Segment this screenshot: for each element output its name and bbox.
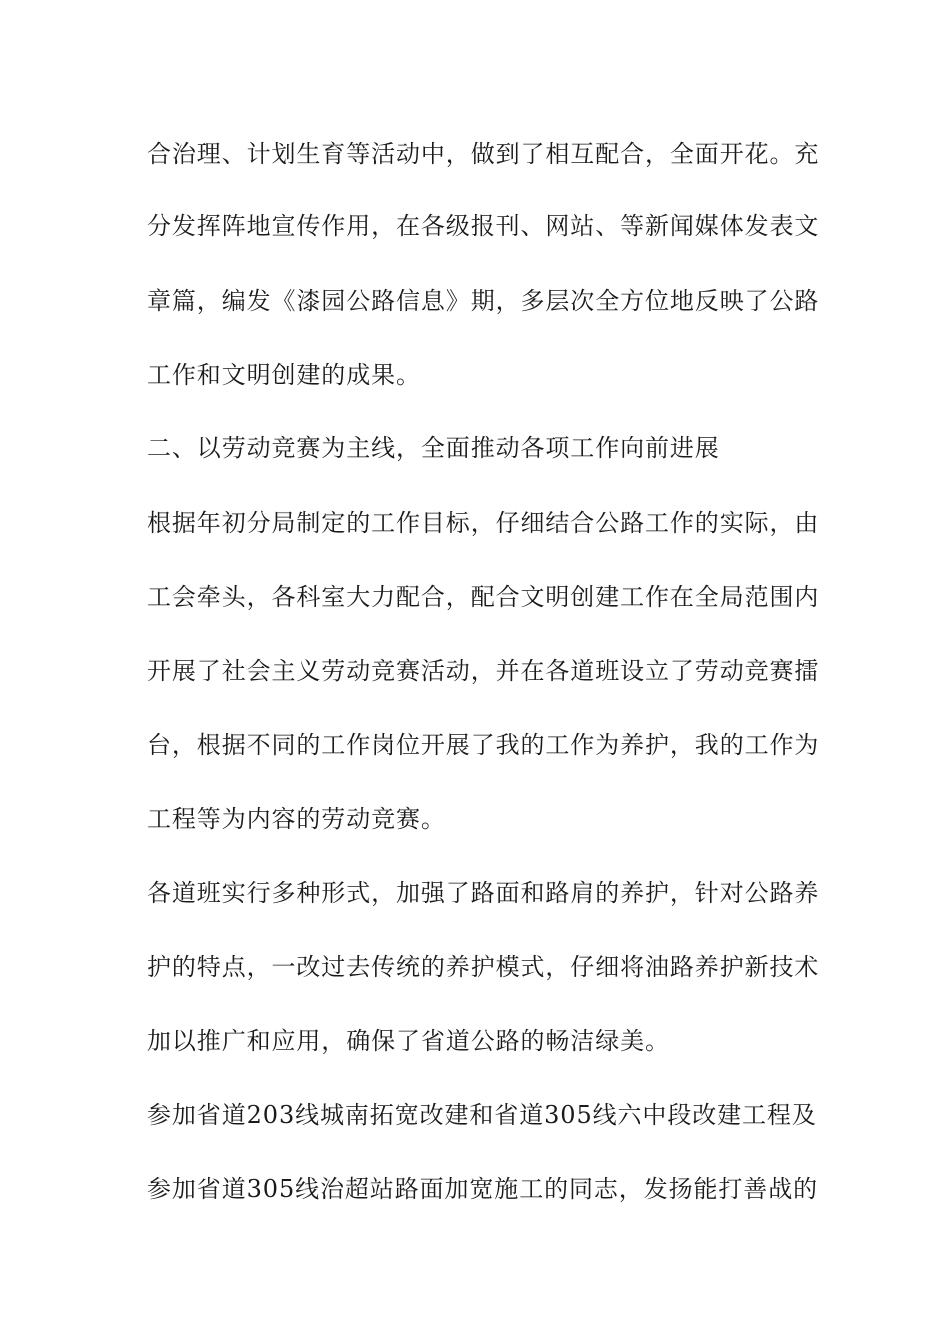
text-line-4: 工作和文明创建的成果。 bbox=[147, 361, 421, 389]
text-line-2: 分发挥阵地宣传作用，在各级报刊、网站、等新闻媒体发表文 bbox=[147, 212, 820, 240]
text-line-1: 合治理、计划生育等活动中，做到了相互配合，全面开花。充 bbox=[147, 140, 820, 168]
text-line-15: 参加省道305线治超站路面加宽施工的同志，发扬能打善战的 bbox=[147, 1175, 819, 1203]
text-line-9: 台，根据不同的工作岗位开展了我的工作为养护，我的工作为 bbox=[147, 731, 820, 759]
text-line-14: 参加省道203线城南拓宽改建和省道305线六中段改建工程及 bbox=[147, 1101, 817, 1129]
section-heading: 二、以劳动竞赛为主线，全面推动各项工作向前进展 bbox=[147, 434, 720, 462]
text-line-6: 根据年初分局制定的工作目标，仔细结合公路工作的实际，由 bbox=[147, 509, 820, 537]
text-line-12: 护的特点，一改过去传统的养护模式，仔细将油路养护新技术 bbox=[147, 953, 820, 981]
text-line-13: 加以推广和应用，确保了省道公路的畅洁绿美。 bbox=[147, 1027, 670, 1055]
text-line-10: 工程等为内容的劳动竞赛。 bbox=[147, 805, 446, 833]
text-line-11: 各道班实行多种形式，加强了路面和路肩的养护，针对公路养 bbox=[147, 879, 820, 907]
text-line-8: 开展了社会主义劳动竞赛活动，并在各道班设立了劳动竞赛擂 bbox=[147, 657, 820, 685]
text-line-7: 工会牵头，各科室大力配合，配合文明创建工作在全局范围内 bbox=[147, 583, 820, 611]
text-line-3: 章篇，编发《漆园公路信息》期，多层次全方位地反映了公路 bbox=[147, 287, 820, 315]
